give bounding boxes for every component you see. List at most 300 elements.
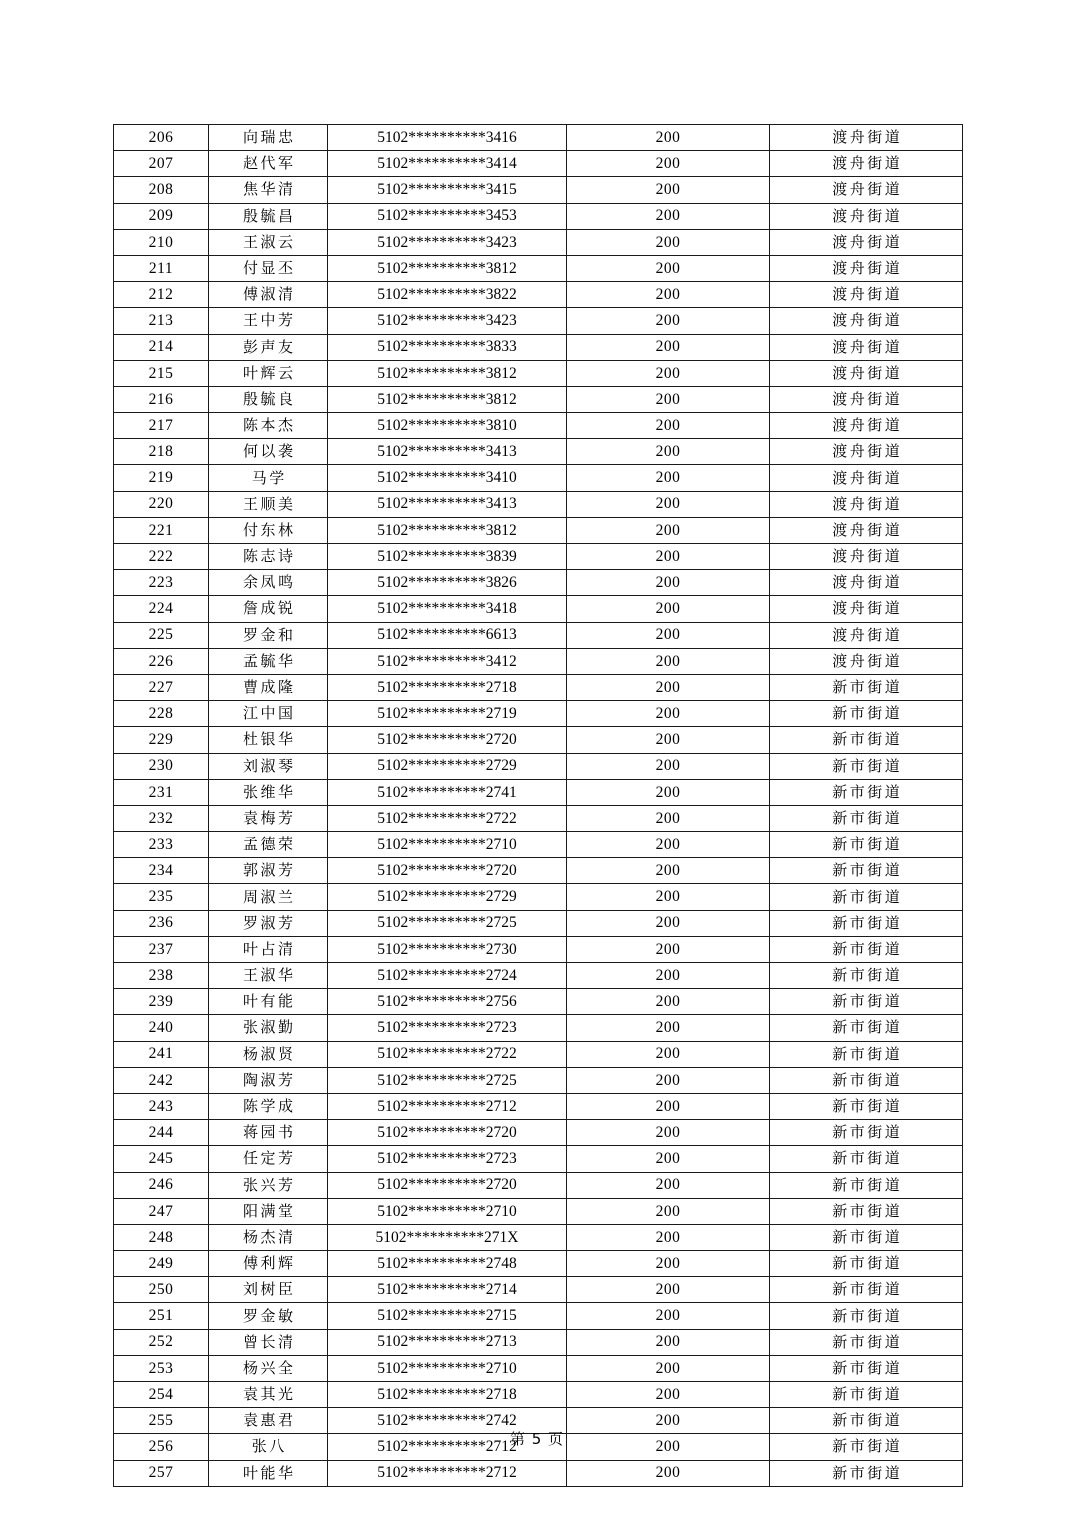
table-row <box>114 308 963 334</box>
row-area-cell: 新市街道 <box>770 1198 963 1224</box>
row-amount-cell: 200 <box>567 989 770 1015</box>
row-index-cell: 242 <box>114 1067 209 1093</box>
row-id-number-cell: 5102**********3833 <box>328 334 567 360</box>
table-body <box>114 125 963 1487</box>
row-index-cell: 217 <box>114 413 209 439</box>
row-index-cell: 253 <box>114 1355 209 1381</box>
row-index-cell: 218 <box>114 439 209 465</box>
row-name-cell: 叶能华 <box>209 1460 328 1486</box>
row-amount-cell: 200 <box>567 177 770 203</box>
row-id-number-cell: 5102**********2712 <box>328 1460 567 1486</box>
row-name-cell: 杜银华 <box>209 727 328 753</box>
row-index-cell: 215 <box>114 360 209 386</box>
row-amount-cell: 200 <box>567 963 770 989</box>
row-amount-cell: 200 <box>567 910 770 936</box>
row-id-number-cell: 5102**********2720 <box>328 1172 567 1198</box>
row-id-number-cell: 5102**********2718 <box>328 1382 567 1408</box>
table-row <box>114 1172 963 1198</box>
row-index-cell: 248 <box>114 1224 209 1250</box>
row-amount-cell: 200 <box>567 1224 770 1250</box>
row-id-number-cell: 5102**********2720 <box>328 727 567 753</box>
row-area-cell: 渡舟街道 <box>770 177 963 203</box>
table-row <box>114 1120 963 1146</box>
row-area-cell: 新市街道 <box>770 701 963 727</box>
row-area-cell: 新市街道 <box>770 1146 963 1172</box>
row-index-cell: 220 <box>114 491 209 517</box>
table-row <box>114 1015 963 1041</box>
row-amount-cell: 200 <box>567 570 770 596</box>
row-index-cell: 227 <box>114 674 209 700</box>
row-area-cell: 新市街道 <box>770 884 963 910</box>
row-area-cell: 新市街道 <box>770 1041 963 1067</box>
row-amount-cell: 200 <box>567 334 770 360</box>
row-name-cell: 张八 <box>209 1434 328 1460</box>
table-row <box>114 439 963 465</box>
row-id-number-cell: 5102**********2712 <box>328 1434 567 1460</box>
row-amount-cell: 200 <box>567 596 770 622</box>
row-id-number-cell: 5102**********2724 <box>328 963 567 989</box>
table-row <box>114 203 963 229</box>
row-index-cell: 256 <box>114 1434 209 1460</box>
row-id-number-cell: 5102**********3413 <box>328 439 567 465</box>
table-row <box>114 805 963 831</box>
row-area-cell: 渡舟街道 <box>770 517 963 543</box>
row-id-number-cell: 5102**********2723 <box>328 1015 567 1041</box>
row-amount-cell: 200 <box>567 1015 770 1041</box>
row-index-cell: 239 <box>114 989 209 1015</box>
table-row <box>114 1224 963 1250</box>
row-index-cell: 257 <box>114 1460 209 1486</box>
row-index-cell: 235 <box>114 884 209 910</box>
table-row <box>114 255 963 281</box>
row-index-cell: 223 <box>114 570 209 596</box>
row-index-cell: 208 <box>114 177 209 203</box>
row-area-cell: 渡舟街道 <box>770 229 963 255</box>
row-name-cell: 付东林 <box>209 517 328 543</box>
table-row <box>114 125 963 151</box>
table-row <box>114 334 963 360</box>
row-area-cell: 渡舟街道 <box>770 334 963 360</box>
row-name-cell: 傅利辉 <box>209 1251 328 1277</box>
table-row <box>114 648 963 674</box>
row-name-cell: 傅淑清 <box>209 282 328 308</box>
row-area-cell: 新市街道 <box>770 1355 963 1381</box>
table-row <box>114 229 963 255</box>
row-amount-cell: 200 <box>567 413 770 439</box>
row-area-cell: 渡舟街道 <box>770 360 963 386</box>
row-area-cell: 渡舟街道 <box>770 622 963 648</box>
row-index-cell: 230 <box>114 753 209 779</box>
row-index-cell: 214 <box>114 334 209 360</box>
table-row <box>114 1382 963 1408</box>
row-index-cell: 226 <box>114 648 209 674</box>
table-row <box>114 544 963 570</box>
row-id-number-cell: 5102**********2714 <box>328 1277 567 1303</box>
row-amount-cell: 200 <box>567 1041 770 1067</box>
row-name-cell: 殷毓昌 <box>209 203 328 229</box>
row-name-cell: 余凤鸣 <box>209 570 328 596</box>
row-index-cell: 229 <box>114 727 209 753</box>
table-row <box>114 360 963 386</box>
row-name-cell: 付显丕 <box>209 255 328 281</box>
row-name-cell: 殷毓良 <box>209 386 328 412</box>
row-amount-cell: 200 <box>567 1093 770 1119</box>
table-row <box>114 596 963 622</box>
row-name-cell: 袁梅芳 <box>209 805 328 831</box>
row-index-cell: 206 <box>114 125 209 151</box>
row-amount-cell: 200 <box>567 674 770 700</box>
table-row <box>114 858 963 884</box>
table-row <box>114 727 963 753</box>
row-name-cell: 曾长清 <box>209 1329 328 1355</box>
table-row <box>114 491 963 517</box>
row-index-cell: 233 <box>114 832 209 858</box>
row-area-cell: 新市街道 <box>770 936 963 962</box>
row-id-number-cell: 5102**********2722 <box>328 1041 567 1067</box>
row-index-cell: 246 <box>114 1172 209 1198</box>
table-row <box>114 832 963 858</box>
table-row <box>114 779 963 805</box>
row-id-number-cell: 5102**********2719 <box>328 701 567 727</box>
row-id-number-cell: 5102**********3812 <box>328 360 567 386</box>
table-row <box>114 386 963 412</box>
row-area-cell: 新市街道 <box>770 1303 963 1329</box>
row-amount-cell: 200 <box>567 491 770 517</box>
page-number-label: 第 5 页 <box>509 1430 565 1448</box>
row-area-cell: 新市街道 <box>770 727 963 753</box>
row-amount-cell: 200 <box>567 255 770 281</box>
row-area-cell: 新市街道 <box>770 1434 963 1460</box>
row-amount-cell: 200 <box>567 1460 770 1486</box>
row-amount-cell: 200 <box>567 465 770 491</box>
table-row <box>114 884 963 910</box>
row-name-cell: 刘淑琴 <box>209 753 328 779</box>
row-area-cell: 新市街道 <box>770 1067 963 1093</box>
table-row <box>114 1251 963 1277</box>
row-area-cell: 新市街道 <box>770 1120 963 1146</box>
row-index-cell: 228 <box>114 701 209 727</box>
row-area-cell: 新市街道 <box>770 1251 963 1277</box>
row-name-cell: 罗淑芳 <box>209 910 328 936</box>
row-area-cell: 新市街道 <box>770 910 963 936</box>
row-id-number-cell: 5102**********2715 <box>328 1303 567 1329</box>
row-id-number-cell: 5102**********3416 <box>328 125 567 151</box>
row-id-number-cell: 5102**********2710 <box>328 832 567 858</box>
row-area-cell: 渡舟街道 <box>770 151 963 177</box>
row-amount-cell: 200 <box>567 1067 770 1093</box>
table-row <box>114 1198 963 1224</box>
row-amount-cell: 200 <box>567 151 770 177</box>
table-row <box>114 1146 963 1172</box>
row-amount-cell: 200 <box>567 701 770 727</box>
row-name-cell: 王淑云 <box>209 229 328 255</box>
row-id-number-cell: 5102**********3415 <box>328 177 567 203</box>
row-id-number-cell: 5102**********3412 <box>328 648 567 674</box>
row-amount-cell: 200 <box>567 1382 770 1408</box>
row-id-number-cell: 5102**********2741 <box>328 779 567 805</box>
table-row <box>114 753 963 779</box>
row-area-cell: 新市街道 <box>770 1382 963 1408</box>
row-amount-cell: 200 <box>567 1146 770 1172</box>
row-index-cell: 238 <box>114 963 209 989</box>
row-amount-cell: 200 <box>567 936 770 962</box>
row-amount-cell: 200 <box>567 439 770 465</box>
row-name-cell: 叶有能 <box>209 989 328 1015</box>
row-id-number-cell: 5102**********3410 <box>328 465 567 491</box>
row-name-cell: 袁其光 <box>209 1382 328 1408</box>
row-name-cell: 张兴芳 <box>209 1172 328 1198</box>
row-area-cell: 渡舟街道 <box>770 413 963 439</box>
row-id-number-cell: 5102**********3423 <box>328 308 567 334</box>
row-id-number-cell: 5102**********2710 <box>328 1355 567 1381</box>
row-area-cell: 新市街道 <box>770 989 963 1015</box>
row-id-number-cell: 5102**********2722 <box>328 805 567 831</box>
row-index-cell: 245 <box>114 1146 209 1172</box>
table-row <box>114 413 963 439</box>
table-row <box>114 1460 963 1486</box>
table-row <box>114 1277 963 1303</box>
row-index-cell: 209 <box>114 203 209 229</box>
page-footer <box>0 1428 1074 1449</box>
row-area-cell: 新市街道 <box>770 963 963 989</box>
row-area-cell: 渡舟街道 <box>770 491 963 517</box>
row-amount-cell: 200 <box>567 308 770 334</box>
row-index-cell: 252 <box>114 1329 209 1355</box>
row-area-cell: 新市街道 <box>770 1093 963 1119</box>
row-index-cell: 243 <box>114 1093 209 1119</box>
row-name-cell: 江中国 <box>209 701 328 727</box>
row-name-cell: 蒋园书 <box>209 1120 328 1146</box>
row-id-number-cell: 5102**********2725 <box>328 910 567 936</box>
row-amount-cell: 200 <box>567 805 770 831</box>
row-id-number-cell: 5102**********2720 <box>328 1120 567 1146</box>
row-amount-cell: 200 <box>567 1120 770 1146</box>
row-name-cell: 刘树臣 <box>209 1277 328 1303</box>
row-area-cell: 新市街道 <box>770 1224 963 1250</box>
row-index-cell: 221 <box>114 517 209 543</box>
row-amount-cell: 200 <box>567 1277 770 1303</box>
row-area-cell: 渡舟街道 <box>770 570 963 596</box>
row-name-cell: 袁惠君 <box>209 1408 328 1434</box>
row-id-number-cell: 5102**********6613 <box>328 622 567 648</box>
row-index-cell: 232 <box>114 805 209 831</box>
row-amount-cell: 200 <box>567 648 770 674</box>
row-name-cell: 叶占清 <box>209 936 328 962</box>
table-row <box>114 963 963 989</box>
row-index-cell: 244 <box>114 1120 209 1146</box>
row-name-cell: 彭声友 <box>209 334 328 360</box>
row-index-cell: 213 <box>114 308 209 334</box>
row-name-cell: 叶辉云 <box>209 360 328 386</box>
row-area-cell: 新市街道 <box>770 805 963 831</box>
row-name-cell: 阳满堂 <box>209 1198 328 1224</box>
row-index-cell: 237 <box>114 936 209 962</box>
row-area-cell: 渡舟街道 <box>770 596 963 622</box>
row-index-cell: 250 <box>114 1277 209 1303</box>
row-index-cell: 210 <box>114 229 209 255</box>
row-id-number-cell: 5102**********2723 <box>328 1146 567 1172</box>
table-row <box>114 936 963 962</box>
row-index-cell: 255 <box>114 1408 209 1434</box>
table-row <box>114 1067 963 1093</box>
row-name-cell: 孟德荣 <box>209 832 328 858</box>
row-name-cell: 赵代军 <box>209 151 328 177</box>
row-amount-cell: 200 <box>567 1329 770 1355</box>
row-name-cell: 罗金敏 <box>209 1303 328 1329</box>
row-id-number-cell: 5102**********2756 <box>328 989 567 1015</box>
row-amount-cell: 200 <box>567 858 770 884</box>
row-name-cell: 焦华清 <box>209 177 328 203</box>
row-amount-cell: 200 <box>567 360 770 386</box>
row-area-cell: 渡舟街道 <box>770 386 963 412</box>
beneficiary-table-container <box>113 124 962 1487</box>
row-id-number-cell: 5102**********3413 <box>328 491 567 517</box>
row-name-cell: 陶淑芳 <box>209 1067 328 1093</box>
row-amount-cell: 200 <box>567 1198 770 1224</box>
row-area-cell: 渡舟街道 <box>770 125 963 151</box>
row-area-cell: 新市街道 <box>770 779 963 805</box>
row-name-cell: 张淑勤 <box>209 1015 328 1041</box>
row-name-cell: 杨兴全 <box>209 1355 328 1381</box>
row-amount-cell: 200 <box>567 884 770 910</box>
row-amount-cell: 200 <box>567 727 770 753</box>
row-id-number-cell: 5102**********2725 <box>328 1067 567 1093</box>
table-row <box>114 151 963 177</box>
row-area-cell: 新市街道 <box>770 832 963 858</box>
row-id-number-cell: 5102**********3453 <box>328 203 567 229</box>
row-amount-cell: 200 <box>567 229 770 255</box>
row-index-cell: 212 <box>114 282 209 308</box>
row-index-cell: 247 <box>114 1198 209 1224</box>
row-area-cell: 渡舟街道 <box>770 465 963 491</box>
row-id-number-cell: 5102**********2748 <box>328 1251 567 1277</box>
row-area-cell: 渡舟街道 <box>770 255 963 281</box>
row-index-cell: 241 <box>114 1041 209 1067</box>
table-row <box>114 1093 963 1119</box>
row-index-cell: 249 <box>114 1251 209 1277</box>
row-index-cell: 222 <box>114 544 209 570</box>
table-row <box>114 622 963 648</box>
row-area-cell: 渡舟街道 <box>770 203 963 229</box>
row-id-number-cell: 5102**********2712 <box>328 1093 567 1119</box>
row-id-number-cell: 5102**********3812 <box>328 386 567 412</box>
row-id-number-cell: 5102**********3839 <box>328 544 567 570</box>
row-amount-cell: 200 <box>567 517 770 543</box>
row-id-number-cell: 5102**********3810 <box>328 413 567 439</box>
row-index-cell: 216 <box>114 386 209 412</box>
row-name-cell: 任定芳 <box>209 1146 328 1172</box>
row-id-number-cell: 5102**********271X <box>328 1224 567 1250</box>
row-id-number-cell: 5102**********2742 <box>328 1408 567 1434</box>
row-index-cell: 234 <box>114 858 209 884</box>
row-area-cell: 新市街道 <box>770 1277 963 1303</box>
table-row <box>114 1329 963 1355</box>
row-id-number-cell: 5102**********2718 <box>328 674 567 700</box>
row-amount-cell: 200 <box>567 1303 770 1329</box>
row-amount-cell: 200 <box>567 832 770 858</box>
table-row <box>114 465 963 491</box>
row-id-number-cell: 5102**********3812 <box>328 517 567 543</box>
row-id-number-cell: 5102**********2729 <box>328 884 567 910</box>
row-area-cell: 渡舟街道 <box>770 282 963 308</box>
row-area-cell: 新市街道 <box>770 1408 963 1434</box>
row-area-cell: 新市街道 <box>770 1460 963 1486</box>
row-name-cell: 曹成隆 <box>209 674 328 700</box>
table-row <box>114 1303 963 1329</box>
row-id-number-cell: 5102**********3822 <box>328 282 567 308</box>
row-area-cell: 新市街道 <box>770 1329 963 1355</box>
row-amount-cell: 200 <box>567 1251 770 1277</box>
table-row <box>114 1355 963 1381</box>
row-id-number-cell: 5102**********3423 <box>328 229 567 255</box>
row-name-cell: 周淑兰 <box>209 884 328 910</box>
row-index-cell: 207 <box>114 151 209 177</box>
row-name-cell: 马学 <box>209 465 328 491</box>
table-row <box>114 517 963 543</box>
row-name-cell: 詹成锐 <box>209 596 328 622</box>
row-name-cell: 王顺美 <box>209 491 328 517</box>
row-id-number-cell: 5102**********3826 <box>328 570 567 596</box>
row-index-cell: 240 <box>114 1015 209 1041</box>
row-name-cell: 陈学成 <box>209 1093 328 1119</box>
row-area-cell: 渡舟街道 <box>770 439 963 465</box>
row-amount-cell: 200 <box>567 386 770 412</box>
row-index-cell: 254 <box>114 1382 209 1408</box>
row-amount-cell: 200 <box>567 544 770 570</box>
row-amount-cell: 200 <box>567 125 770 151</box>
row-id-number-cell: 5102**********3418 <box>328 596 567 622</box>
row-name-cell: 王淑华 <box>209 963 328 989</box>
row-amount-cell: 200 <box>567 622 770 648</box>
row-amount-cell: 200 <box>567 203 770 229</box>
row-area-cell: 渡舟街道 <box>770 308 963 334</box>
row-name-cell: 杨杰清 <box>209 1224 328 1250</box>
row-id-number-cell: 5102**********2710 <box>328 1198 567 1224</box>
row-index-cell: 251 <box>114 1303 209 1329</box>
row-name-cell: 王中芳 <box>209 308 328 334</box>
row-name-cell: 孟毓华 <box>209 648 328 674</box>
row-index-cell: 236 <box>114 910 209 936</box>
row-area-cell: 新市街道 <box>770 674 963 700</box>
row-area-cell: 新市街道 <box>770 1172 963 1198</box>
table-row <box>114 570 963 596</box>
row-amount-cell: 200 <box>567 753 770 779</box>
row-name-cell: 张维华 <box>209 779 328 805</box>
row-index-cell: 224 <box>114 596 209 622</box>
row-index-cell: 231 <box>114 779 209 805</box>
row-id-number-cell: 5102**********2713 <box>328 1329 567 1355</box>
table-row <box>114 1041 963 1067</box>
beneficiary-table <box>113 124 963 1487</box>
row-id-number-cell: 5102**********2729 <box>328 753 567 779</box>
row-area-cell: 新市街道 <box>770 1015 963 1041</box>
row-area-cell: 渡舟街道 <box>770 648 963 674</box>
row-amount-cell: 200 <box>567 1434 770 1460</box>
table-row <box>114 910 963 936</box>
row-index-cell: 211 <box>114 255 209 281</box>
row-area-cell: 新市街道 <box>770 858 963 884</box>
row-area-cell: 渡舟街道 <box>770 544 963 570</box>
row-name-cell: 陈本杰 <box>209 413 328 439</box>
table-row <box>114 989 963 1015</box>
row-name-cell: 郭淑芳 <box>209 858 328 884</box>
row-id-number-cell: 5102**********3812 <box>328 255 567 281</box>
row-name-cell: 杨淑贤 <box>209 1041 328 1067</box>
table-row <box>114 674 963 700</box>
table-row <box>114 701 963 727</box>
row-amount-cell: 200 <box>567 1408 770 1434</box>
row-index-cell: 225 <box>114 622 209 648</box>
